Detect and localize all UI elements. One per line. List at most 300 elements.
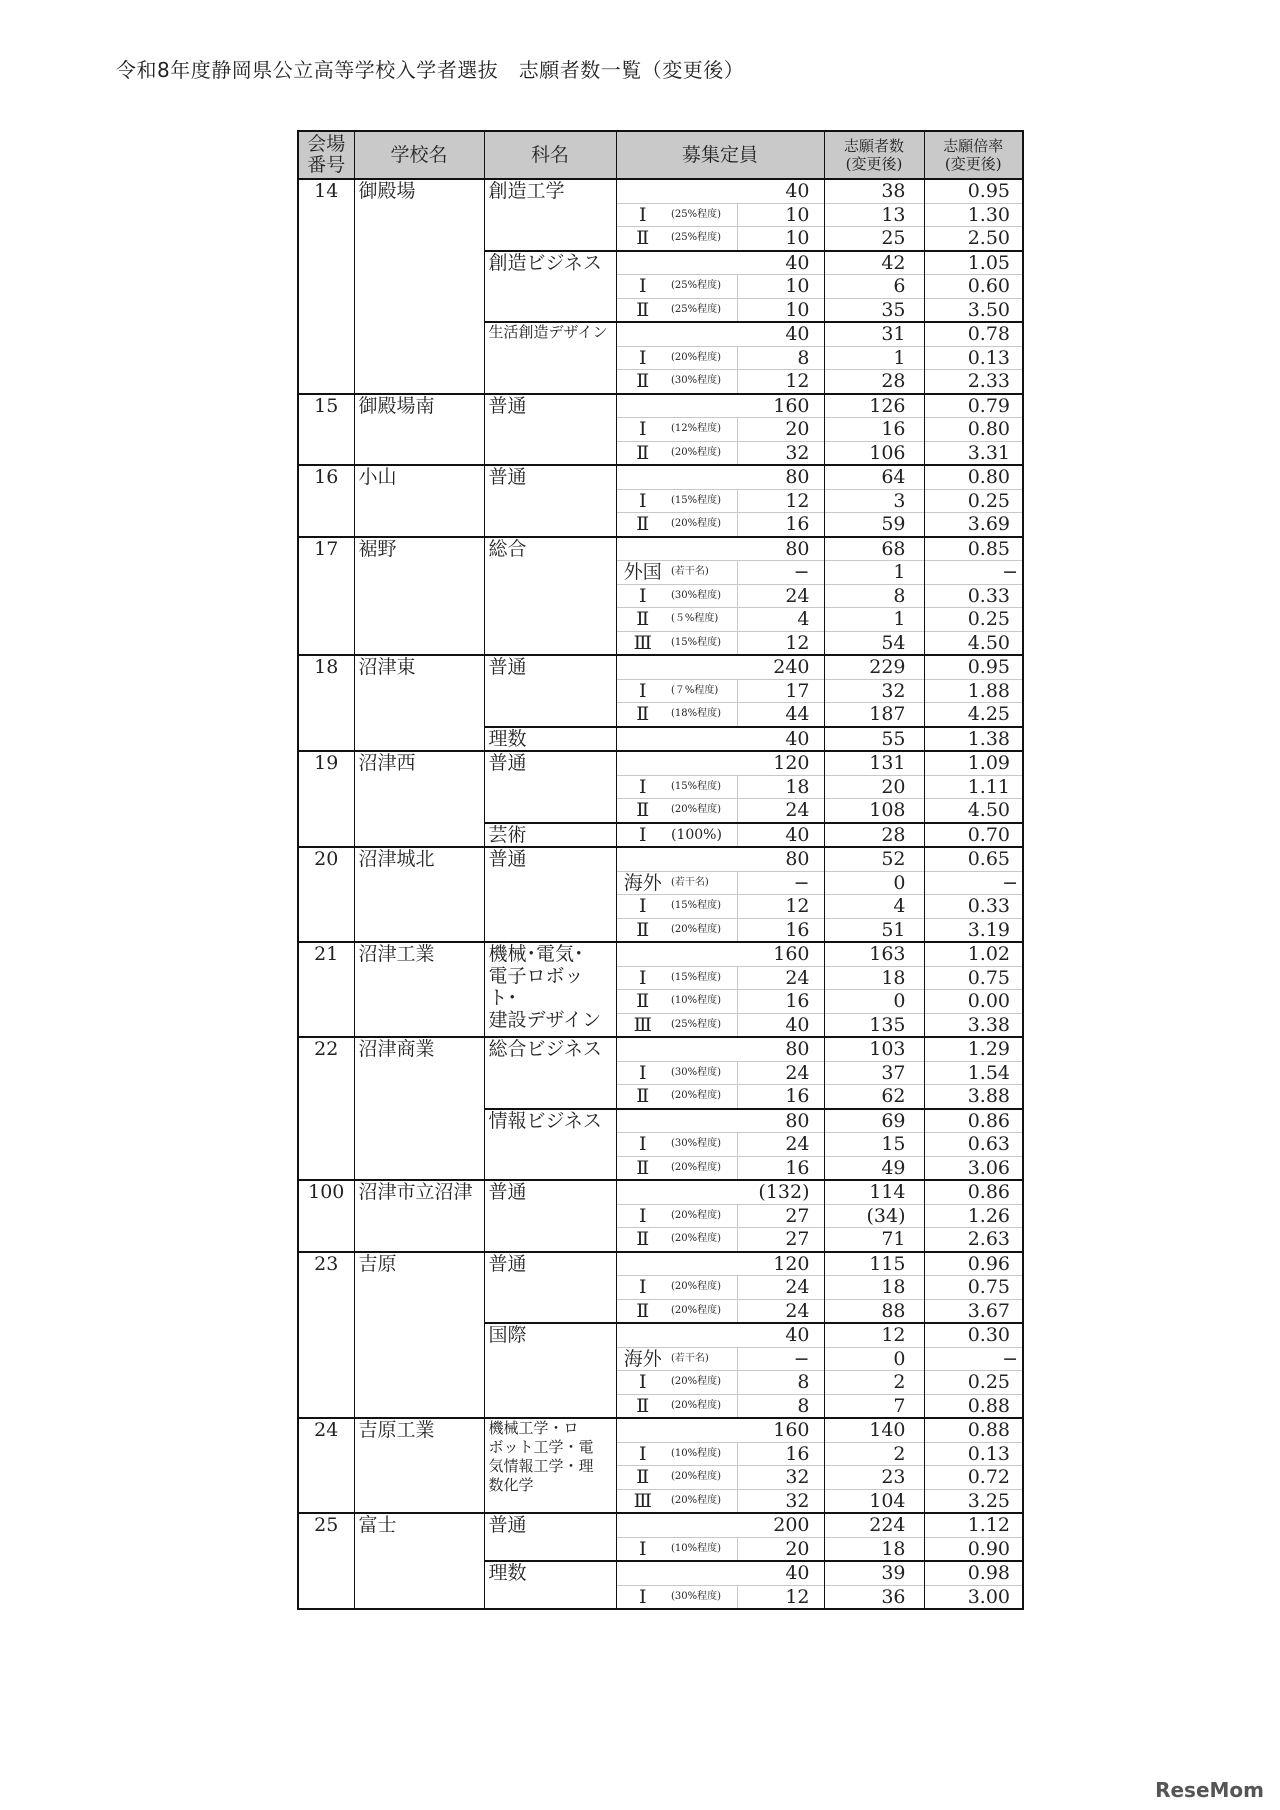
course-name: 情報ビジネス xyxy=(484,1109,616,1181)
selection-ratio-note: (12%程度) xyxy=(669,418,737,442)
selection-type xyxy=(616,1418,669,1442)
selection-ratio-note: (20%程度) xyxy=(669,1371,737,1395)
quota-value: 80 xyxy=(737,1109,824,1133)
quota-value: 16 xyxy=(737,1085,824,1109)
quota-value: 16 xyxy=(737,1442,824,1466)
quota-value: 32 xyxy=(737,441,824,465)
selection-type xyxy=(616,394,669,418)
table-row xyxy=(298,537,1023,561)
selection-type xyxy=(616,251,669,275)
ratio-value: 0.25 xyxy=(924,1371,1023,1395)
quota-value: 24 xyxy=(737,1299,824,1323)
selection-ratio-note xyxy=(669,465,737,489)
selection-ratio-note xyxy=(669,1323,737,1347)
selection-type: Ⅰ xyxy=(616,346,669,370)
ratio-value: 0.79 xyxy=(924,394,1023,418)
applicants-value: 0 xyxy=(824,990,924,1014)
header-quota: 募集定員 xyxy=(616,131,824,179)
applicants-value: 36 xyxy=(824,1585,924,1609)
selection-type: Ⅲ xyxy=(616,1013,669,1037)
applicants-value: 7 xyxy=(824,1394,924,1418)
applicants-value: 49 xyxy=(824,1156,924,1180)
school-name: 吉原工業 xyxy=(354,1418,484,1513)
ratio-value: 4.25 xyxy=(924,703,1023,727)
quota-value: 16 xyxy=(737,513,824,537)
applicants-value: 31 xyxy=(824,322,924,346)
ratio-value: 0.75 xyxy=(924,1276,1023,1300)
quota-value: 12 xyxy=(737,895,824,919)
selection-ratio-note: (20%程度) xyxy=(669,441,737,465)
selection-ratio-note xyxy=(669,1561,737,1585)
selection-type: Ⅰ xyxy=(616,775,669,799)
header-course: 科名 xyxy=(484,131,616,179)
quota-value: 12 xyxy=(737,370,824,394)
selection-ratio-note: (15%程度) xyxy=(669,489,737,513)
selection-type: 海外 xyxy=(616,1347,669,1371)
ratio-value: 3.38 xyxy=(924,1013,1023,1037)
selection-ratio-note xyxy=(669,1180,737,1204)
selection-ratio-note: (30%程度) xyxy=(669,1061,737,1085)
applicants-value: 55 xyxy=(824,727,924,752)
quota-value: 40 xyxy=(737,823,824,848)
table-row xyxy=(298,942,1023,966)
applicants-value: 39 xyxy=(824,1561,924,1585)
course-name: 普通 xyxy=(484,751,616,823)
header-school: 学校名 xyxy=(354,131,484,179)
quota-value: 40 xyxy=(737,1323,824,1347)
selection-type: Ⅱ xyxy=(616,990,669,1014)
selection-type xyxy=(616,751,669,775)
quota-value: 12 xyxy=(737,631,824,655)
school-name: 御殿場 xyxy=(354,179,484,394)
ratio-value: 0.98 xyxy=(924,1561,1023,1585)
quota-value: 40 xyxy=(737,251,824,275)
applicants-value: 54 xyxy=(824,631,924,655)
ratio-value: 1.09 xyxy=(924,751,1023,775)
quota-value: 24 xyxy=(737,966,824,990)
applicants-value: 1 xyxy=(824,346,924,370)
page-title: 令和8年度静岡県公立高等学校入学者選抜 志願者数一覧（変更後） xyxy=(116,58,745,82)
quota-value: 120 xyxy=(737,1252,824,1276)
ratio-value: 3.00 xyxy=(924,1585,1023,1609)
selection-ratio-note xyxy=(669,751,737,775)
applicants-value: 1 xyxy=(824,608,924,632)
quota-value: 160 xyxy=(737,942,824,966)
selection-ratio-note xyxy=(669,942,737,966)
quota-value: 24 xyxy=(737,799,824,823)
selection-type: Ⅰ xyxy=(616,203,669,227)
ratio-value: 0.30 xyxy=(924,1323,1023,1347)
selection-type: Ⅰ xyxy=(616,489,669,513)
applicants-value: 2 xyxy=(824,1371,924,1395)
ratio-value: 4.50 xyxy=(924,799,1023,823)
table-row xyxy=(298,1513,1023,1537)
table-row xyxy=(298,1037,1023,1061)
course-name: 国際 xyxy=(484,1323,616,1418)
venue-number: 23 xyxy=(298,1252,354,1419)
table-row xyxy=(298,1418,1023,1442)
selection-type: Ⅰ xyxy=(616,275,669,299)
selection-ratio-note xyxy=(669,655,737,679)
ratio-value: 0.65 xyxy=(924,847,1023,871)
ratio-value: 0.33 xyxy=(924,895,1023,919)
quota-value: 80 xyxy=(737,537,824,561)
quota-value: 24 xyxy=(737,1061,824,1085)
ratio-value: 0.96 xyxy=(924,1252,1023,1276)
applicants-value: 0 xyxy=(824,1347,924,1371)
selection-ratio-note: (18%程度) xyxy=(669,703,737,727)
applicants-value: 163 xyxy=(824,942,924,966)
selection-type: Ⅰ xyxy=(616,418,669,442)
selection-ratio-note: (30%程度) xyxy=(669,1133,737,1157)
venue-number: 17 xyxy=(298,537,354,656)
applicants-value: 140 xyxy=(824,1418,924,1442)
applicants-value: 28 xyxy=(824,370,924,394)
quota-value: 80 xyxy=(737,1037,824,1061)
ratio-value: 0.95 xyxy=(924,655,1023,679)
applicants-value: 18 xyxy=(824,1537,924,1561)
selection-ratio-note: (20%程度) xyxy=(669,1299,737,1323)
selection-type: Ⅰ xyxy=(616,1133,669,1157)
selection-type: Ⅲ xyxy=(616,631,669,655)
quota-value: 10 xyxy=(737,298,824,322)
selection-ratio-note: (20%程度) xyxy=(669,1228,737,1252)
school-name: 沼津市立沼津 xyxy=(354,1180,484,1252)
ratio-value: 0.85 xyxy=(924,537,1023,561)
table-row xyxy=(298,1180,1023,1204)
quota-value: 40 xyxy=(737,322,824,346)
selection-type: Ⅰ xyxy=(616,895,669,919)
school-name: 富士 xyxy=(354,1513,484,1609)
quota-value: − xyxy=(737,1347,824,1371)
selection-type: Ⅰ xyxy=(616,1371,669,1395)
quota-value: (132) xyxy=(737,1180,824,1204)
quota-value: 20 xyxy=(737,1537,824,1561)
selection-ratio-note: (20%程度) xyxy=(669,1466,737,1490)
selection-ratio-note xyxy=(669,394,737,418)
quota-value: 10 xyxy=(737,275,824,299)
applicants-value: 18 xyxy=(824,966,924,990)
applicants-value: 104 xyxy=(824,1489,924,1513)
applicants-value: 1 xyxy=(824,561,924,585)
selection-ratio-note: (若干名) xyxy=(669,1347,737,1371)
selection-type xyxy=(616,727,669,752)
course-name: 普通 xyxy=(484,847,616,942)
quota-value: 32 xyxy=(737,1466,824,1490)
quota-value: 240 xyxy=(737,655,824,679)
ratio-value: 1.05 xyxy=(924,251,1023,275)
header-ratio: 志願倍率 (変更後) xyxy=(924,131,1023,179)
applicants-value: 88 xyxy=(824,1299,924,1323)
selection-type: Ⅰ xyxy=(616,584,669,608)
selection-ratio-note: (20%程度) xyxy=(669,1394,737,1418)
quota-value: 12 xyxy=(737,1585,824,1609)
selection-ratio-note: (25%程度) xyxy=(669,203,737,227)
ratio-value: 1.30 xyxy=(924,203,1023,227)
course-name: 普通 xyxy=(484,465,616,537)
quota-value: 160 xyxy=(737,1418,824,1442)
applicants-value: 103 xyxy=(824,1037,924,1061)
selection-type xyxy=(616,847,669,871)
selection-ratio-note: (20%程度) xyxy=(669,1156,737,1180)
venue-number: 16 xyxy=(298,465,354,537)
school-name: 沼津西 xyxy=(354,751,484,847)
applicants-value: 131 xyxy=(824,751,924,775)
applicants-value: 69 xyxy=(824,1109,924,1133)
header-venue-no: 会場 番号 xyxy=(298,131,354,179)
quota-value: 24 xyxy=(737,1133,824,1157)
ratio-value: 1.54 xyxy=(924,1061,1023,1085)
selection-ratio-note: (30%程度) xyxy=(669,584,737,608)
selection-ratio-note: (10%程度) xyxy=(669,990,737,1014)
selection-type: Ⅱ xyxy=(616,1394,669,1418)
selection-ratio-note xyxy=(669,727,737,752)
course-name: 普通 xyxy=(484,1513,616,1561)
selection-type: Ⅱ xyxy=(616,703,669,727)
applicants-value: 4 xyxy=(824,895,924,919)
quota-value: 8 xyxy=(737,1371,824,1395)
quota-value: 44 xyxy=(737,703,824,727)
ratio-value: 3.31 xyxy=(924,441,1023,465)
ratio-value: 2.33 xyxy=(924,370,1023,394)
table-row xyxy=(298,394,1023,418)
selection-ratio-note xyxy=(669,1252,737,1276)
applicants-value: 71 xyxy=(824,1228,924,1252)
ratio-value: − xyxy=(924,871,1023,895)
selection-ratio-note: (100%) xyxy=(669,823,737,848)
venue-number: 22 xyxy=(298,1037,354,1180)
selection-type: Ⅰ xyxy=(616,966,669,990)
selection-ratio-note: (５%程度) xyxy=(669,608,737,632)
selection-type: Ⅰ xyxy=(616,1204,669,1228)
course-name: 機械･電気･ 電子ロボット･ 建設デザイン xyxy=(484,942,616,1037)
selection-ratio-note: (若干名) xyxy=(669,871,737,895)
applicants-value: 15 xyxy=(824,1133,924,1157)
school-name: 沼津工業 xyxy=(354,942,484,1037)
selection-ratio-note: (20%程度) xyxy=(669,799,737,823)
selection-type xyxy=(616,1109,669,1133)
ratio-value: 0.86 xyxy=(924,1180,1023,1204)
venue-number: 24 xyxy=(298,1418,354,1513)
course-name: 総合 xyxy=(484,537,616,656)
applicants-value: 108 xyxy=(824,799,924,823)
applicants-table xyxy=(297,130,1024,1610)
applicants-value: 106 xyxy=(824,441,924,465)
ratio-value: 1.38 xyxy=(924,727,1023,752)
selection-type xyxy=(616,537,669,561)
selection-type: Ⅱ xyxy=(616,227,669,251)
selection-type: 外国 xyxy=(616,561,669,585)
header-applicants: 志願者数 (変更後) xyxy=(824,131,924,179)
selection-type: Ⅰ xyxy=(616,1276,669,1300)
ratio-value: 2.63 xyxy=(924,1228,1023,1252)
applicants-value: 51 xyxy=(824,918,924,942)
selection-type: Ⅲ xyxy=(616,1489,669,1513)
selection-ratio-note: (15%程度) xyxy=(669,895,737,919)
selection-type: Ⅱ xyxy=(616,1085,669,1109)
selection-ratio-note xyxy=(669,1513,737,1537)
ratio-value: 1.88 xyxy=(924,679,1023,703)
applicants-value: 13 xyxy=(824,203,924,227)
venue-number: 21 xyxy=(298,942,354,1037)
ratio-value: 0.86 xyxy=(924,1109,1023,1133)
selection-ratio-note xyxy=(669,847,737,871)
ratio-value: 0.70 xyxy=(924,823,1023,848)
applicants-value: 23 xyxy=(824,1466,924,1490)
school-name: 御殿場南 xyxy=(354,394,484,466)
quota-value: 8 xyxy=(737,1394,824,1418)
applicants-value: 16 xyxy=(824,418,924,442)
applicants-value: 25 xyxy=(824,227,924,251)
applicants-value: 28 xyxy=(824,823,924,848)
selection-type: Ⅰ xyxy=(616,679,669,703)
quota-value: 8 xyxy=(737,346,824,370)
quota-value: 10 xyxy=(737,203,824,227)
course-name: 創造ビジネス xyxy=(484,251,616,323)
selection-ratio-note xyxy=(669,179,737,203)
quota-value: 20 xyxy=(737,418,824,442)
venue-number: 19 xyxy=(298,751,354,847)
selection-ratio-note: (10%程度) xyxy=(669,1442,737,1466)
course-name: 普通 xyxy=(484,655,616,727)
selection-ratio-note: (20%程度) xyxy=(669,1489,737,1513)
quota-value: 10 xyxy=(737,227,824,251)
selection-type: Ⅱ xyxy=(616,1228,669,1252)
school-name: 小山 xyxy=(354,465,484,537)
selection-type xyxy=(616,655,669,679)
ratio-value: 0.88 xyxy=(924,1418,1023,1442)
applicants-value: 59 xyxy=(824,513,924,537)
quota-value: 32 xyxy=(737,1489,824,1513)
selection-ratio-note: (20%程度) xyxy=(669,346,737,370)
table-row xyxy=(298,847,1023,871)
selection-ratio-note xyxy=(669,322,737,346)
selection-type: Ⅰ xyxy=(616,1061,669,1085)
quota-value: 200 xyxy=(737,1513,824,1537)
venue-number: 18 xyxy=(298,655,354,751)
table-row xyxy=(298,1252,1023,1276)
school-name: 沼津東 xyxy=(354,655,484,751)
course-name: 理数 xyxy=(484,1561,616,1609)
selection-type xyxy=(616,942,669,966)
ratio-value: 0.88 xyxy=(924,1394,1023,1418)
ratio-value: − xyxy=(924,1347,1023,1371)
quota-value: 120 xyxy=(737,751,824,775)
applicants-value: 32 xyxy=(824,679,924,703)
ratio-value: 0.75 xyxy=(924,966,1023,990)
ratio-value: 1.11 xyxy=(924,775,1023,799)
ratio-value: − xyxy=(924,561,1023,585)
applicants-value: 35 xyxy=(824,298,924,322)
ratio-value: 0.78 xyxy=(924,322,1023,346)
selection-type xyxy=(616,322,669,346)
quota-value: 40 xyxy=(737,179,824,203)
selection-ratio-note: (10%程度) xyxy=(669,1537,737,1561)
applicants-value: 187 xyxy=(824,703,924,727)
selection-ratio-note xyxy=(669,1418,737,1442)
school-name: 吉原 xyxy=(354,1252,484,1419)
ratio-value: 0.63 xyxy=(924,1133,1023,1157)
quota-value: 27 xyxy=(737,1228,824,1252)
selection-ratio-note xyxy=(669,251,737,275)
selection-ratio-note: (20%程度) xyxy=(669,1276,737,1300)
quota-value: 40 xyxy=(737,1561,824,1585)
ratio-value: 0.72 xyxy=(924,1466,1023,1490)
selection-ratio-note: (７%程度) xyxy=(669,679,737,703)
selection-type xyxy=(616,179,669,203)
quota-value: − xyxy=(737,871,824,895)
course-name: 普通 xyxy=(484,1180,616,1252)
applicants-value: 64 xyxy=(824,465,924,489)
ratio-value: 1.29 xyxy=(924,1037,1023,1061)
venue-number: 20 xyxy=(298,847,354,942)
ratio-value: 3.19 xyxy=(924,918,1023,942)
venue-number: 100 xyxy=(298,1180,354,1252)
selection-ratio-note xyxy=(669,1109,737,1133)
selection-type: Ⅰ xyxy=(616,1442,669,1466)
applicants-value: 229 xyxy=(824,655,924,679)
applicants-value: 224 xyxy=(824,1513,924,1537)
selection-ratio-note: (20%程度) xyxy=(669,1204,737,1228)
quota-value: 24 xyxy=(737,1276,824,1300)
applicants-value: 8 xyxy=(824,584,924,608)
venue-number: 25 xyxy=(298,1513,354,1609)
selection-type: Ⅱ xyxy=(616,799,669,823)
applicants-value: 37 xyxy=(824,1061,924,1085)
selection-ratio-note: (25%程度) xyxy=(669,298,737,322)
applicants-value: 18 xyxy=(824,1276,924,1300)
selection-type xyxy=(616,1561,669,1585)
course-name: 生活創造デザイン xyxy=(484,322,616,394)
ratio-value: 0.60 xyxy=(924,275,1023,299)
table-row xyxy=(298,751,1023,775)
table-row xyxy=(298,465,1023,489)
selection-type: Ⅱ xyxy=(616,370,669,394)
selection-ratio-note: (30%程度) xyxy=(669,370,737,394)
selection-type xyxy=(616,1513,669,1537)
selection-ratio-note: (25%程度) xyxy=(669,275,737,299)
ratio-value: 0.90 xyxy=(924,1537,1023,1561)
applicants-value: 126 xyxy=(824,394,924,418)
quota-value: 80 xyxy=(737,465,824,489)
applicants-value: 114 xyxy=(824,1180,924,1204)
applicants-value: 12 xyxy=(824,1323,924,1347)
ratio-value: 0.00 xyxy=(924,990,1023,1014)
selection-type xyxy=(616,465,669,489)
resemom-watermark: ReseMom xyxy=(1155,1778,1264,1802)
quota-value: 160 xyxy=(737,394,824,418)
selection-ratio-note xyxy=(669,537,737,561)
ratio-value: 0.25 xyxy=(924,608,1023,632)
selection-type: Ⅰ xyxy=(616,1537,669,1561)
ratio-value: 3.50 xyxy=(924,298,1023,322)
quota-value: 4 xyxy=(737,608,824,632)
ratio-value: 0.13 xyxy=(924,1442,1023,1466)
quota-value: 16 xyxy=(737,1156,824,1180)
school-name: 沼津商業 xyxy=(354,1037,484,1180)
ratio-value: 4.50 xyxy=(924,631,1023,655)
applicants-value: 3 xyxy=(824,489,924,513)
ratio-value: 1.02 xyxy=(924,942,1023,966)
selection-type: Ⅱ xyxy=(616,1466,669,1490)
ratio-value: 0.33 xyxy=(924,584,1023,608)
applicants-value: 52 xyxy=(824,847,924,871)
applicants-value: 6 xyxy=(824,275,924,299)
ratio-value: 3.06 xyxy=(924,1156,1023,1180)
ratio-value: 3.69 xyxy=(924,513,1023,537)
school-name: 裾野 xyxy=(354,537,484,656)
applicants-value: 42 xyxy=(824,251,924,275)
